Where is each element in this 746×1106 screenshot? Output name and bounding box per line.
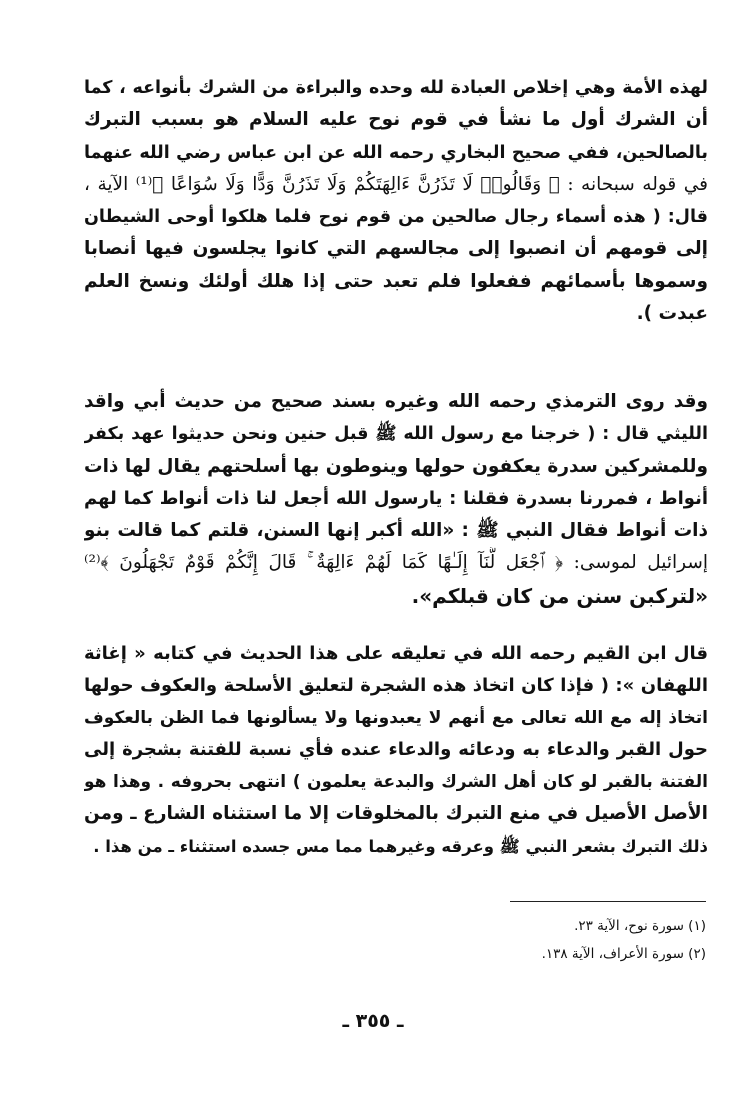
text-line: عبدت ). bbox=[636, 303, 708, 325]
text-line: بالصالحين، ففي صحيح البخاري رحمه الله عن ابن عباس رضي الله عنهما bbox=[84, 142, 708, 163]
text-line: قال ابن القيم رحمه الله في تعليقه على هذا الحديث في كتابه « إغاثة bbox=[84, 643, 708, 664]
text-line: أنواط ، فمررنا بسدرة فقلنا : يارسول الله أجعل لنا ذات أنواط كما لهم bbox=[84, 487, 708, 509]
text-line: الليثي قال : ( خرجنا مع رسول الله ﷺ قبل حنين ونحن حديثوا عهد بكفر bbox=[84, 424, 708, 445]
text-line: الأصل الأصيل في منع التبرك بالمخلوقات إلا ما استثناه الشارع ـ ومن bbox=[84, 803, 708, 825]
text-line: الفتنة بالقبر لو كان أهل الشرك والبدعة يعلمون ) انتهى بحروفه . وهذا هو bbox=[84, 772, 708, 793]
quran-verse-line: إسرائيل لموسى: ﴿ ٱجْعَل لَّنَآ إِلَـٰهًا كَمَا لَهُمْ ءَالِهَةٌ ۚ قَالَ إِنَّكُمْ قَوْمٌ تَجْهَلُونَ ﴾⁽²⁾ bbox=[84, 552, 708, 574]
page-number: ـ ٣٥٥ ـ bbox=[342, 1010, 404, 1032]
paragraph-2 bbox=[84, 386, 708, 612]
footnote-1: (١) سورة نوح، الآية ٢٣. bbox=[574, 918, 706, 934]
footnote-divider bbox=[510, 901, 706, 902]
text-line: اتخاذ إله مع الله تعالى مع أنهم لا يعبدونها ولا يسألونها فما الظن بالعكوف bbox=[84, 708, 708, 729]
footnote-2: (٢) سورة الأعراف، الآية ١٣٨. bbox=[541, 946, 706, 962]
text-line: قال: ( هذه أسماء رجال صالحين من قوم نوح فلما هلكوا أوحى الشيطان bbox=[84, 207, 708, 228]
text-line: ذات أنواط فقال النبي ﷺ : «الله أكبر إنها السنن، قلتم كما قالت بنو bbox=[84, 520, 708, 542]
text-line: لهذه الأمة وهي إخلاص العبادة لله وحده والبراءة من الشرك بأنواعه ، كما bbox=[84, 78, 708, 98]
text-line: ذلك التبرك بشعر النبي ﷺ وعرقه وغيرهما مما مس جسده استثناء ـ من هذا . bbox=[93, 836, 708, 856]
footnotes bbox=[300, 912, 706, 968]
text-line: وسموها بأسمائهم ففعلوا فلم تعبد حتى إذا هلك أولئك ونسخ العلم bbox=[84, 270, 708, 292]
text-line: إلى قومهم أن انصبوا إلى مجالسهم التي كانوا يجلسون فيها أنصابا bbox=[84, 238, 708, 260]
hadith-line: «لتركبن سنن من كان قبلكم». bbox=[411, 583, 708, 608]
paragraph-1 bbox=[84, 72, 708, 330]
quran-verse-line: في قوله سبحانه : ﴿ وَقَالُوا۟ لَا تَذَرُنَّ ءَالِهَتَكُمْ وَلَا تَذَرُنَّ وَدًّا وَلَا سُوَاعًا ﴾⁽¹⁾ الآية ، bbox=[84, 173, 708, 195]
text-line: وللمشركين سدرة يعكفون حولها وينوطون بها أسلحتهم يقال لها ذات bbox=[84, 455, 708, 477]
paragraph-3 bbox=[84, 638, 708, 863]
text-line: اللهفان »: ( فإذا كان اتخاذ هذه الشجرة لتعليق الأسلحة والعكوف حولها bbox=[84, 675, 708, 697]
text-line: حول القبر والدعاء به ودعائه والدعاء عنده فأي نسبة للفتنة بشجرة إلى bbox=[84, 739, 708, 761]
text-line: وقد روى الترمذي رحمه الله وغيره بسند صحيح من حديث أبي واقد bbox=[84, 391, 708, 412]
text-line: أن الشرك أول ما نشأ في قوم نوح عليه السلام هو بسبب التبرك bbox=[84, 109, 708, 131]
